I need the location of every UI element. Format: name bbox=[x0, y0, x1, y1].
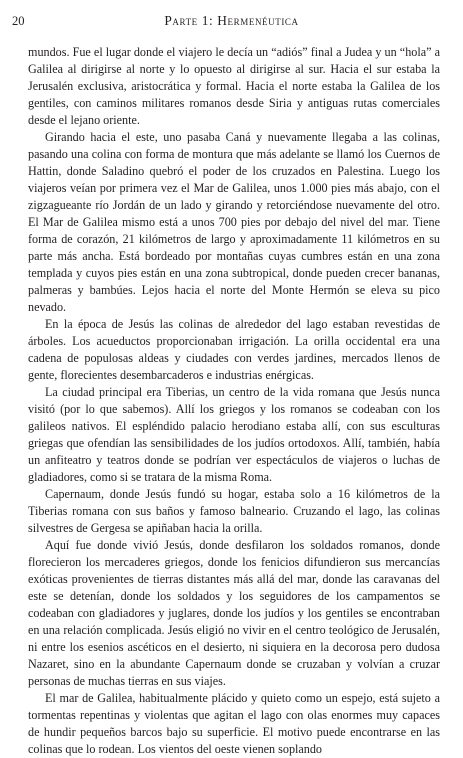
paragraph: En la época de Jesús las colinas de alrededor del lago estaban revestidas de árboles. Los acueductos proporcionaban irrigación. La orilla occidental era una cadena de populosas aldeas y ciudades con verdes jardines, mercados llenos de gente, florecientes desembarcaderos e industrias enérgicas. bbox=[28, 317, 440, 382]
paragraph: Capernaum, donde Jesús fundó su hogar, estaba solo a 16 kilómetros de la Tiberias romana con sus baños y famoso balneario. Cruzando el lago, las colinas silvestres de Gergesa se apiñaban hacia la orilla. bbox=[28, 487, 440, 535]
page-number: 20 bbox=[12, 14, 25, 28]
paragraph: Aquí fue donde vivió Jesús, donde desfilaron los soldados romanos, donde florecieron los mercaderes griegos, donde los fenicios difundieron sus mercancías exóticas provenientes de tierras distantes más allá del mar, donde las caravanas del este se detenían, donde los soldados y los seguidores de los campamentos se codeaban con gladiadores y juglares, donde los judíos y los gentiles se encontraban en una relación complicada. Jesús eligió no vivir en el centro teológico de Jerusalén, ni entre los esenios ascéticos en el desierto, ni siquiera en la decorosa pero dudosa Nazaret, sino en la abundante Capernaum donde se cruzaban y volvían a cruzar personas de muchas tierras en sus viajes. bbox=[28, 538, 440, 688]
paragraph: La ciudad principal era Tiberias, un centro de la vida romana que Jesús nunca visitó (por lo que sabemos). Allí los griegos y los romanos se codeaban con los galileos nativos. El espléndido palacio herodiano estaba allí, con sus esculturas griegas que ofendían las sensibilidades de los judíos ortodoxos. Allí, también, había un anfiteatro y teatros donde se podrían ver espectáculos de viajeros o luchas de gladiadores, como si se tratara de la misma Roma. bbox=[28, 385, 440, 484]
paragraph-continued: mundos. Fue el lugar donde el viajero le decía un “adiós” final a Judea y un “hola” a Galilea al dirigirse al norte y lo opuesto al dirigirse al sur. Hacia el sur estaba la Jerusalén exclusiva, aristocrática y formal. Hacia el norte estaba la Galilea de los gentiles, con caminos militares romanos desde Siria y antiguas rutas comerciales desde el lejano oriente. bbox=[28, 45, 440, 127]
paragraph: Girando hacia el este, uno pasaba Caná y nuevamente llegaba a las colinas, pasando una colina con forma de montura que más adelante se llamó los Cuernos de Hattin, donde Saladino quebró el poder de los cruzados en Palestina. Luego los viajeros veían por primera vez el Mar de Galilea, unos 1.000 pies más abajo, con el zigzagueante río Jordán de un lado y girando y retorciéndose nuevamente del otro. El Mar de Galilea mismo está a unos 700 pies por debajo del nivel del mar. Tiene forma de corazón, 21 kilómetros de largo y aproximadamente 11 kilómetros en su parte más ancha. Está bordeado por montañas cuyas cumbres están en una zona templada y cuyos pies están en una zona subtropical, donde pueden crecer bananas, palmeras y bambúes. Lejos hacia el norte del Monte Hermón se eleva su pico nevado. bbox=[28, 130, 440, 314]
chapter-header-title: Parte 1: Hermenéutica bbox=[164, 13, 299, 28]
running-header bbox=[12, 12, 451, 30]
paragraph: El mar de Galilea, habitualmente plácido y quieto como un espejo, está sujeto a tormentas repentinas y violentas que agitan el lago con olas enormes muy capaces de hundir pequeños barcos bajo su superficie. El motivo puede encontrarse en las colinas que lo rodean. Los vientos del oeste vienen soplando bbox=[28, 691, 440, 756]
body-text bbox=[28, 44, 440, 758]
